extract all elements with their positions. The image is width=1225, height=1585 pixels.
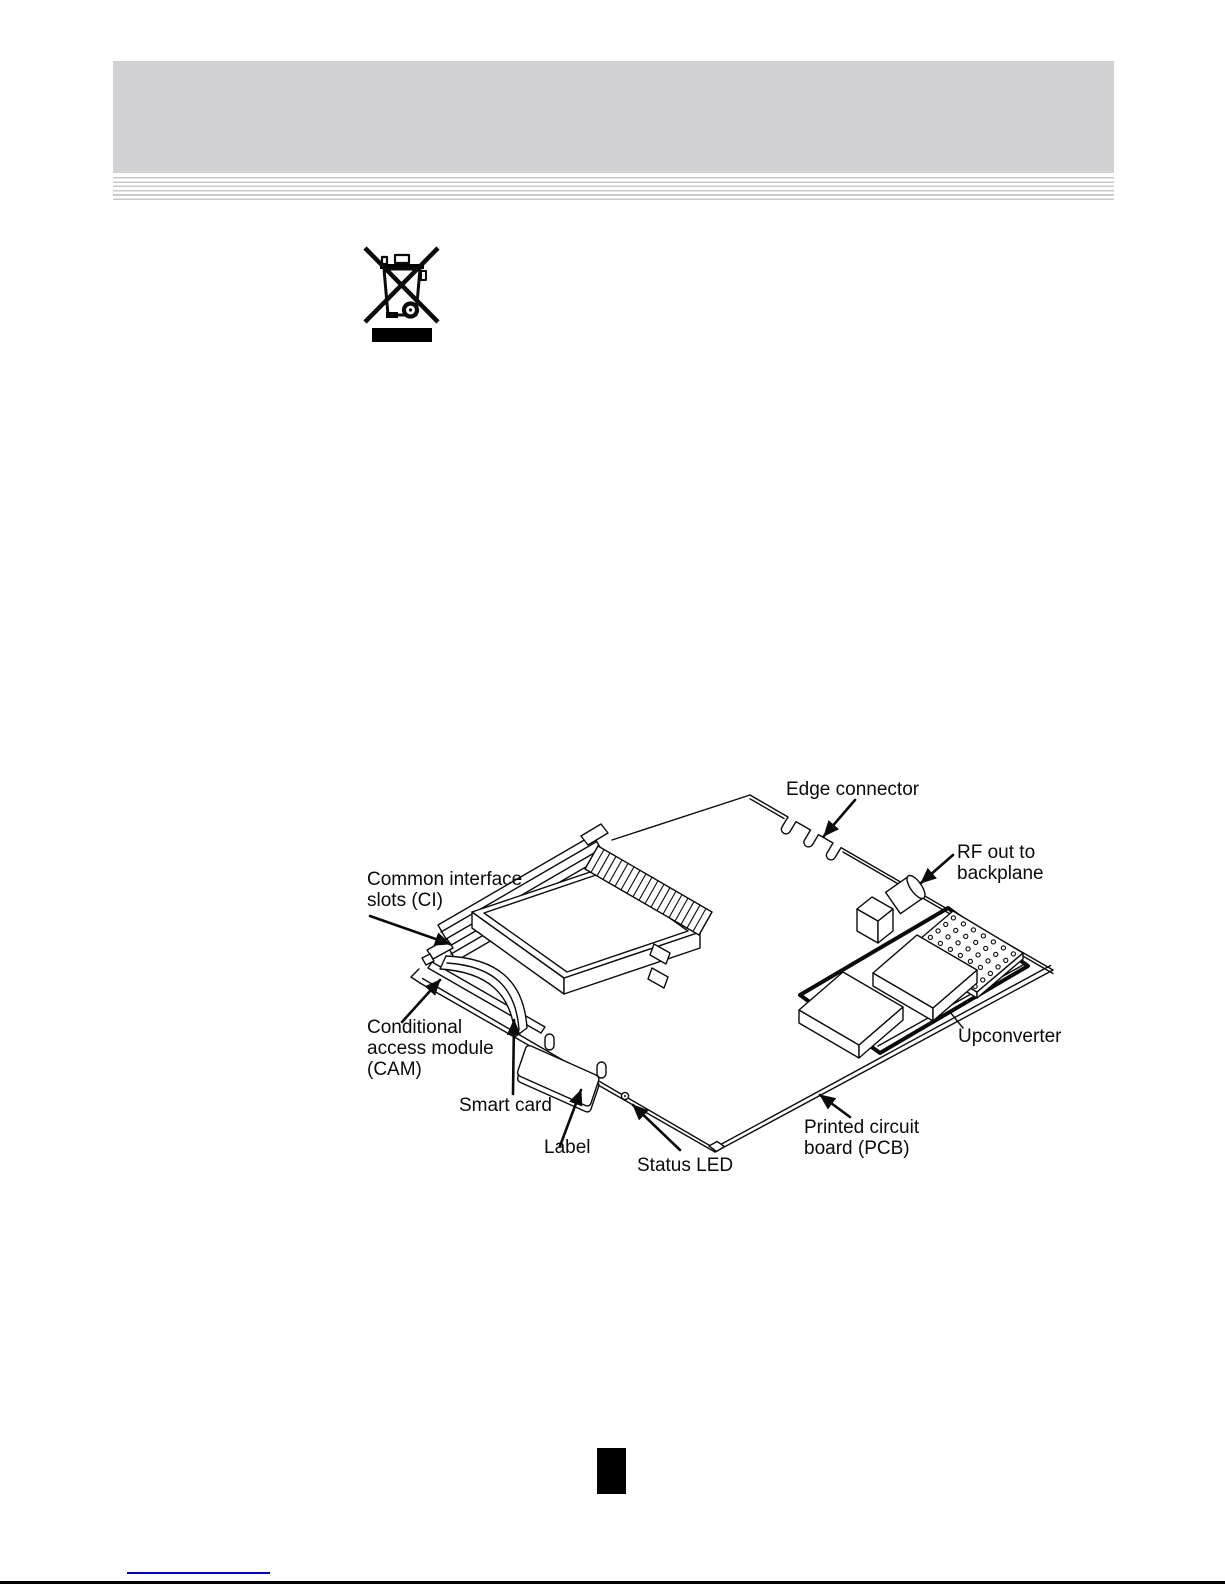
figure-label-edge-connector (786, 779, 919, 800)
label-line: Edge connector (786, 779, 920, 800)
cam-arrow (402, 980, 440, 1022)
rf-component-cube (857, 897, 893, 943)
figure-label-conditional-access-module (367, 1017, 494, 1080)
figure-label-label (544, 1137, 591, 1158)
label-line: Label (544, 1137, 591, 1158)
label-line: Common interface (367, 869, 523, 890)
rf-out-arrow (921, 855, 953, 883)
label-line: Status LED (637, 1155, 734, 1176)
ci-slots-arrow (370, 916, 450, 944)
figure-label-upconverter (958, 1026, 1062, 1047)
weee-crossed-out-wheelie-bin-icon (358, 240, 442, 345)
pcb-arrow (820, 1095, 850, 1117)
figure-label-status-led (637, 1155, 733, 1176)
figure-label-rf-out (957, 842, 1044, 884)
label-line: slots (CI) (367, 890, 443, 911)
label-line: backplane (957, 863, 1044, 884)
top-clip (581, 824, 608, 845)
edge-connector-arrow (824, 800, 855, 836)
label-line: (CAM) (367, 1059, 422, 1080)
figure-label-smart-card (459, 1095, 552, 1116)
footer-bottom-rule (0, 1581, 1225, 1584)
status-led-dot (621, 1092, 628, 1099)
label-line: Conditional (367, 1017, 463, 1038)
label-line: access module (367, 1038, 494, 1059)
rail-end-clips (648, 944, 670, 988)
label-line: board (PCB) (804, 1138, 910, 1159)
label-line: RF out to (957, 842, 1036, 863)
label-line: Upconverter (958, 1026, 1062, 1047)
figure-label-common-interface-slots (367, 869, 522, 911)
label-line: Smart card (459, 1095, 552, 1116)
pcb-diagram (345, 770, 1065, 1185)
smart-card-arrow (513, 1020, 514, 1094)
header-band (113, 61, 1114, 173)
header-stripe-rules (113, 177, 1114, 201)
footer-link-underline[interactable] (127, 1572, 270, 1574)
figure-label-printed-circuit-board (804, 1117, 919, 1159)
rf-out-connector (886, 873, 929, 914)
label-line: Printed circuit (804, 1117, 920, 1138)
page-number-marker-block (597, 1448, 626, 1494)
